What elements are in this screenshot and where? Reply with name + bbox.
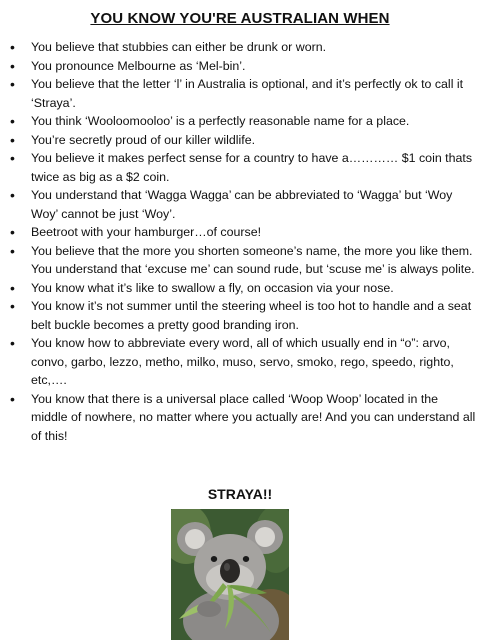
list-item: • You know that there is a universal place called ‘Woop Woop’ located in the middle of nowhere, no matter where you actually are! And you can understand all of this! — [10, 390, 478, 446]
list-item: • You know what it’s like to swallow a fly, on occasion via your nose. — [10, 279, 478, 298]
list-item: • You believe it makes perfect sense for a country to have a………… $1 coin thats twice as big as a $2 coin. — [10, 149, 478, 186]
list-item: • You believe that stubbies can either be drunk or worn. — [10, 38, 478, 57]
list-item: • You’re secretly proud of our killer wildlife. — [10, 131, 478, 150]
outro-heading: STRAYA!! — [207, 486, 273, 502]
koala-photo — [171, 509, 289, 640]
list-item: • You believe that the more you shorten someone’s name, the more you like them. You understand that ‘excuse me’ can sound rude, but ‘scuse me’ is always polite. — [10, 242, 478, 279]
list-item: • You know it’s not summer until the steering wheel is too hot to handle and a seat belt buckle becomes a pretty good branding iron. — [10, 297, 478, 334]
list-item: • You pronounce Melbourne as ‘Mel-bin’. — [10, 57, 478, 76]
list-item: • You believe that the letter ‘l’ in Australia is optional, and it’s perfectly ok to call it ‘Straya’. — [10, 75, 478, 112]
page-title: YOU KNOW YOU'RE AUSTRALIAN WHEN — [90, 10, 390, 27]
list-item: • You know how to abbreviate every word, all of which usually end in “o”: arvo, convo, garbo, lezzo, metho, milko, muso, servo, smoko, rego, speedo, righto, etc,…. — [10, 334, 478, 390]
list-item: • You understand that ‘Wagga Wagga’ can be abbreviated to ‘Wagga’ but ‘Woy Woy’ cannot be just ‘Woy’. — [10, 186, 478, 223]
bullet-list — [10, 38, 478, 445]
list-item: • You think ‘Wooloomooloo’ is a perfectly reasonable name for a place. — [10, 112, 478, 131]
list-item: • Beetroot with your hamburger…of course! — [10, 223, 478, 242]
koala-icon — [171, 509, 289, 640]
